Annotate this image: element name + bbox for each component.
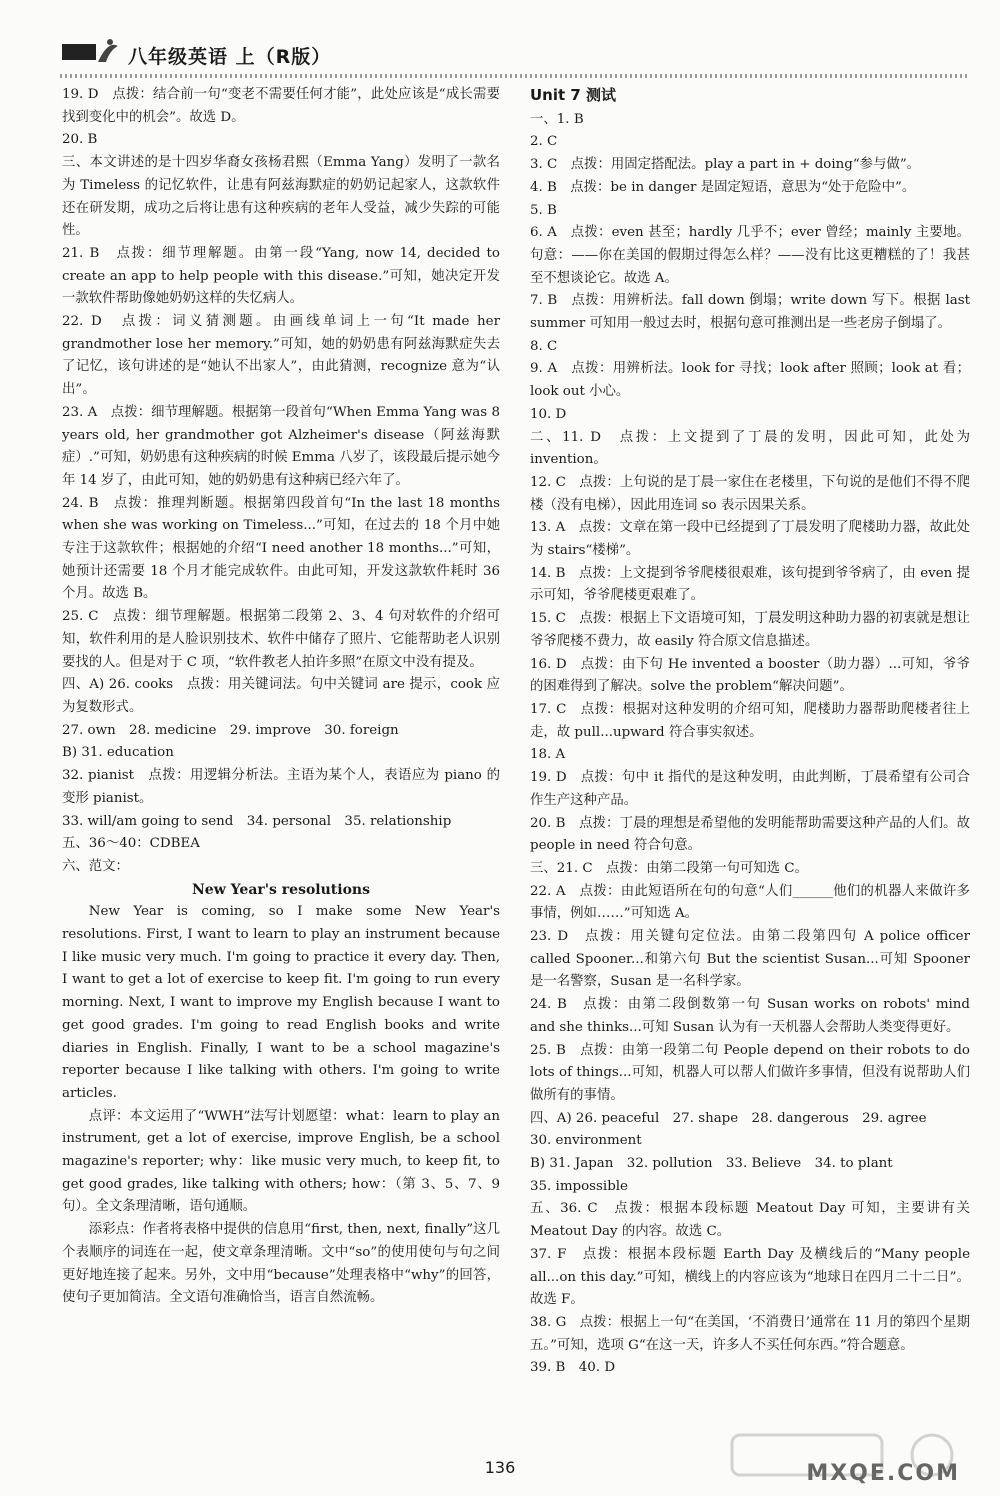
answer-item: 点评：本文运用了“WWH”法写计划愿望：what：learn to play an instrument, get a lot of exercise, improve English, be a school magazine's reporter; why：like music very much, to keep fit, to get good grades, like talking with others; how：（第 3、5、7、9 句）。全文条理清晰，语句通顺。 (62, 1108, 500, 1215)
answer-item: 32. pianist 点拨：用逻辑分析法。主语为某个人，表语应为 piano 的变形 pianist。 (62, 768, 500, 806)
answer-item: 12. C 点拨：上句说的是丁晨一家住在老楼里，下句说的是他们不得不爬楼（没有电梯），因此用连词 so 表示因果关系。 (530, 474, 970, 513)
page-number: 136 (484, 1458, 516, 1477)
answer-item: 17. C 点拨：根据对这种发明的介绍可知，爬楼助力器帮助爬楼者往上走，故 pull...upward 符合事实叙述。 (530, 701, 970, 740)
answer-item: 9. A 点拨：用辨析法。look for 寻找；look after 照顾；look at 看；look out 小心。 (530, 361, 970, 400)
answer-item: 25. B 点拨：由第一段第二句 People depend on their robots to do lots of things...可知，机器人可以帮人们做许多事情，但没有说帮助人们做所有的事情。 (530, 1042, 970, 1103)
answer-item: 30. environment (530, 1133, 642, 1149)
answer-item: 25. C 点拨：细节理解题。根据第二段第 2、3、4 句对软件的介绍可知，软件利用的是人脸识别技术、软件中储存了照片、它能帮助老人识别要找的人。但是对于 C 项，“软件教老人拍许多照”在原文中没有提及。 (62, 609, 500, 670)
answer-item: 三、本文讲述的是十四岁华裔女孩杨君熙（Emma Yang）发明了一款名为 Timeless 的记忆软件，让患有阿兹海默症的奶奶记起家人，这款软件还在研发期，成功之后将让患有这种疾病的老年人受益，减少失踪的可能性。 (62, 155, 500, 239)
answer-item: 37. F 点拨：根据本段标题 Earth Day 及横线后的“Many people all...on this day.”可知，横线上的内容应该为“地球日在四月二十二日”。故选 F。 (530, 1246, 970, 1308)
header-divider (60, 74, 970, 78)
answer-item: 13. A 点拨：文章在第一段中已经提到了丁晨发明了爬楼助力器，故此处为 stairs“楼梯”。 (530, 520, 970, 559)
answer-item: 2. C (530, 134, 558, 150)
answer-item: 五、36～40：CDBEA (62, 836, 200, 852)
answer-item: 三、21. C 点拨：由第二段第一句可知选 C。 (530, 860, 808, 876)
answer-item: 19. D 点拨：结合前一句“变老不需要任何才能”，此处应该是“成长需要找到变化中的机会”。故选 D。 (62, 87, 500, 125)
right-column (530, 84, 970, 1380)
answer-item: 23. D 点拨：用关键句定位法。由第二段第四句 A police officer called Spooner...和第六句 But the scientist Susan...可知 Spooner 是一名警察，Susan 是一名科学家。 (530, 929, 970, 990)
answer-item: 20. B (62, 132, 98, 148)
answer-item: B) 31. Japan 32. pollution 33. Believe 34. to plant (530, 1156, 893, 1172)
publisher-logo-icon (60, 36, 120, 66)
answer-item: 四、A) 26. peaceful 27. shape 28. dangerous 29. agree (530, 1110, 927, 1126)
answer-item: 27. own 28. medicine 29. improve 30. foreign (62, 722, 399, 738)
answer-item: 24. B 点拨：由第二段倒数第一句 Susan works on robots' mind and she thinks...可知 Susan 认为有一天机器人会帮助人类变得更好。 (530, 997, 970, 1035)
answer-item: 20. B 点拨：丁晨的理想是希望他的发明能帮助需要这种产品的人们。故 people in need 符合句意。 (530, 815, 970, 854)
book-title: 八年级英语 上（R版） (128, 46, 332, 68)
answer-item: 39. B 40. D (530, 1360, 616, 1376)
answer-item: 22. A 点拨：由此短语所在句的句意“人们______他们的机器人来做许多事情，例如……”可知选 A。 (530, 883, 970, 922)
unit-title: Unit 7 测试 (530, 86, 617, 104)
left-column (62, 84, 500, 1310)
answer-item: 19. D 点拨：句中 it 指代的是这种发明，由此判断，丁晨希望有公司合作生产这种产品。 (530, 770, 970, 808)
answer-item: 22. D 点拨：词义猜测题。由画线单词上一句“It made her grandmother lose her memory.”可知，她的奶奶患有阿兹海默症失去了记忆，该句讲述的是“她认不出家人”，由此猜测，recognize 意为“认出”。 (62, 314, 500, 398)
answer-item: 六、范文： (62, 858, 129, 874)
answer-item: 18. A (530, 747, 566, 763)
answer-item: 二、11. D 点拨：上文提到了丁晨的发明，因此可知，此处为 invention。 (530, 429, 970, 468)
answer-item: 15. C 点拨：根据上下文语境可知，丁晨发明这种助力器的初衷就是想让爷爷爬楼不费力，故 easily 符合原文信息描述。 (530, 611, 970, 649)
answer-item: 8. C (530, 338, 558, 354)
answer-item: 4. B 点拨：be in danger 是固定短语，意思为“处于危险中”。 (530, 179, 916, 195)
watermark-text: MXQE.COM (806, 1461, 960, 1486)
answer-list (530, 109, 970, 1380)
answer-item: New Year is coming, so I make some New Year's resolutions. First, I want to learn to play an instrument because I like music very much. I'm going to practice it every day. Then, I want to get a lot of exercise to keep fit. I'm going to run every morning. Next, I want to improve my English because I want to get good grades. I'm going to read English books and write diaries in English. Finally, I want to be a school magazine's reporter because I like talking with others. I'm going to write articles. (62, 904, 500, 1101)
answer-item: New Year's resolutions (192, 881, 370, 898)
answer-item: 五、36. C 点拨：根据本段标题 Meatout Day 可知，主要讲有关 Meatout Day 的内容。故选 C。 (530, 1201, 970, 1240)
answer-item: 35. impossible (530, 1178, 628, 1194)
answer-item: 10. D (530, 406, 567, 422)
answer-item: 5. B (530, 202, 557, 218)
answer-item: 33. will/am going to send 34. personal 35. relationship (62, 813, 452, 829)
answer-item: 3. C 点拨：用固定搭配法。play a part in + doing“参与做”。 (530, 157, 921, 173)
answer-item: 添彩点：作者将表格中提供的信息用“first, then, next, finally”这几个表顺序的词连在一起，使文章条理清晰。文中“so”的使用使句与句之间更好地连接了起来。另外，文中用“because”处理表格中“why”的回答，使句子更加简洁。全文语句准确恰当，语言自然流畅。 (62, 1222, 500, 1306)
answer-item: B) 31. education (62, 745, 174, 761)
answer-item: 四、A) 26. cooks 点拨：用关键词法。句中关键词 are 提示，cook 应为复数形式。 (62, 677, 500, 715)
page-header (0, 0, 1000, 80)
answer-item: 24. B 点拨：推理判断题。根据第四段首句“In the last 18 months when she was working on Timeless...”可知，在过去的 18 个月中她专注于这款软件；根据她的介绍“I need another 18 months...”可知，她预计还需要 18 个月才能完成软件。由此可知，开发这款软件耗时 36 个月。故选 B。 (62, 495, 500, 602)
answer-item: 16. D 点拨：由下句 He invented a booster（助力器）...可知，爷爷的困难得到了解决。solve the problem“解决问题”。 (530, 656, 970, 695)
answer-item: 一、1. B (530, 111, 584, 127)
answer-item: 7. B 点拨：用辨析法。fall down 倒塌；write down 写下。根据 last summer 可知用一般过去时，根据句意可推测出是一些老房子倒塌了。 (530, 293, 970, 332)
answer-item: 14. B 点拨：上文提到爷爷爬楼很艰难，该句提到爷爷病了，由 even 提示可知，爷爷爬楼更艰难了。 (530, 565, 970, 604)
answer-item: 23. A 点拨：细节理解题。根据第一段首句“When Emma Yang was 8 years old, her grandmother got Alzheimer's disease（阿兹海默症）.”可知，奶奶患有这种疾病的时候 Emma 八岁了，该段最后提示她今年 14 岁了，由此可知，她的奶奶患有这种病已经六年了。 (62, 404, 500, 488)
answer-item: 21. B 点拨：细节理解题。由第一段“Yang, now 14, decided to create an app to help people with this disease.”可知，她决定开发一款软件帮助像她奶奶这样的失忆病人。 (62, 245, 500, 307)
answer-item: 6. A 点拨：even 甚至；hardly 几乎不；ever 曾经；mainly 主要地。句意：——你在美国的假期过得怎么样？——没有比这更糟糕的了！我甚至不想谈论它。故选 A。 (530, 225, 970, 286)
answer-item: 38. G 点拨：根据上一句“在美国，‘不消费日’通常在 11 月的第四个星期五。”可知，选项 G“在这一天，许多人不买任何东西。”符合题意。 (530, 1314, 970, 1353)
